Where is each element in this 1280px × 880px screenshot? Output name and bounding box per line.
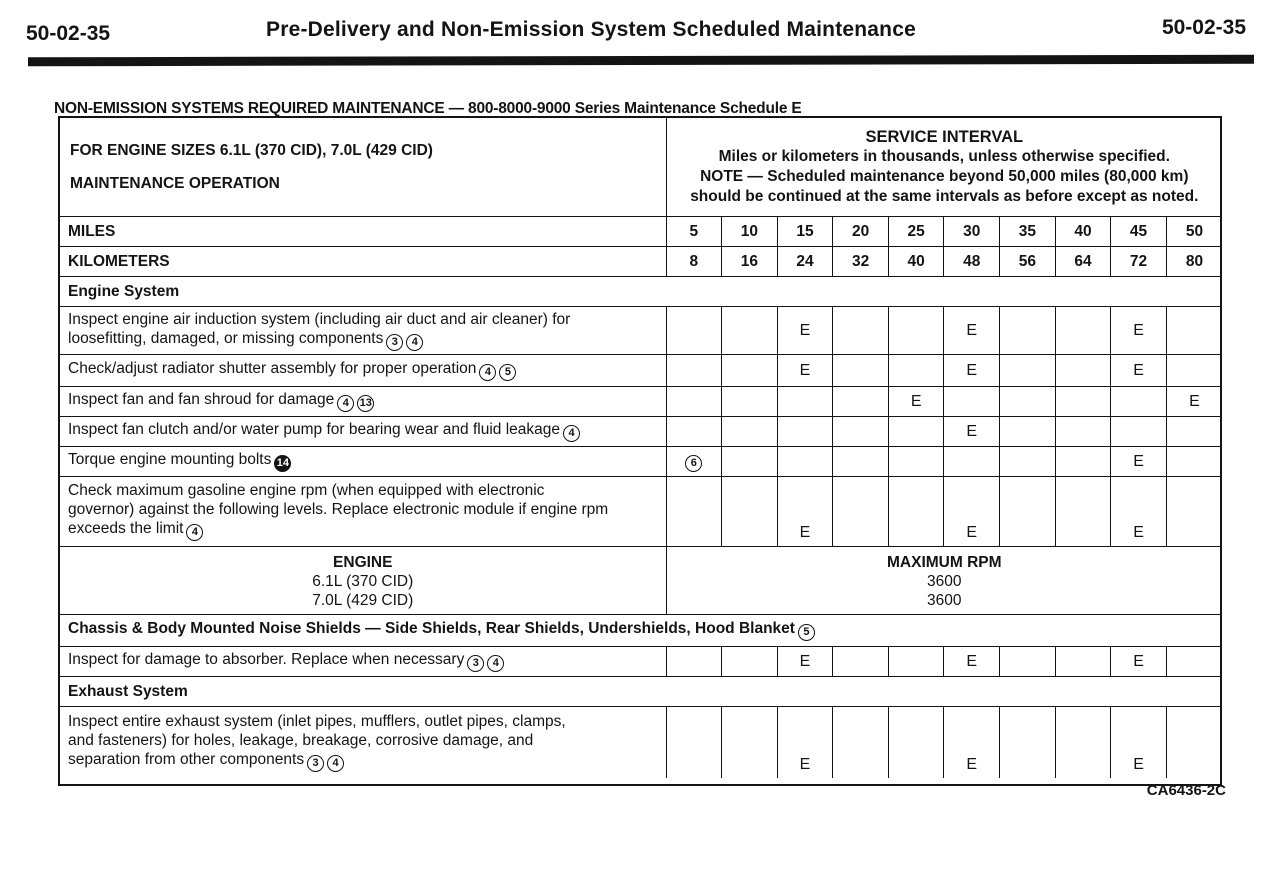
note-ref-icon: 14 bbox=[274, 455, 291, 472]
operation-cell bbox=[60, 306, 666, 354]
note-ref-icon: 3 bbox=[467, 655, 484, 672]
page-number-left: 50-02-35 bbox=[26, 22, 111, 45]
interval-mark: E bbox=[944, 354, 1000, 386]
interval-cell bbox=[944, 446, 1000, 476]
section-engine-system: Engine System bbox=[60, 276, 1222, 306]
interval-mark: E bbox=[1111, 706, 1167, 778]
max-rpm-column bbox=[666, 546, 1222, 614]
interval-mark: E bbox=[1111, 446, 1167, 476]
interval-cell bbox=[1000, 306, 1056, 354]
interval-cell bbox=[888, 306, 944, 354]
table-row bbox=[60, 646, 1222, 676]
operation-text: Torque engine mounting bolts bbox=[68, 451, 272, 468]
note-ref-icon: 4 bbox=[327, 755, 344, 772]
km-value: 64 bbox=[1055, 246, 1111, 276]
miles-value: 5 bbox=[666, 216, 722, 246]
interval-cell bbox=[1166, 706, 1222, 778]
interval-cell bbox=[1055, 416, 1111, 446]
interval-cell bbox=[1000, 386, 1056, 416]
operation-header bbox=[60, 118, 666, 216]
maintenance-table bbox=[58, 116, 1222, 786]
miles-value: 30 bbox=[944, 216, 1000, 246]
interval-cell bbox=[944, 386, 1000, 416]
table-caption: NON-EMISSION SYSTEMS REQUIRED MAINTENANCE — 800-8000-9000 Series Maintenance Schedule E bbox=[54, 100, 802, 117]
table-row bbox=[60, 446, 1222, 476]
km-value: 56 bbox=[1000, 246, 1056, 276]
interval-mark: E bbox=[777, 476, 833, 546]
miles-row bbox=[60, 216, 1222, 246]
interval-cell bbox=[1000, 706, 1056, 778]
interval-mark: E bbox=[777, 306, 833, 354]
interval-cell bbox=[666, 416, 722, 446]
operation-cell bbox=[60, 386, 666, 416]
interval-mark: E bbox=[1166, 386, 1222, 416]
operation-cell bbox=[60, 476, 666, 546]
interval-cell bbox=[1111, 386, 1167, 416]
table-row bbox=[60, 354, 1222, 386]
interval-cell bbox=[777, 446, 833, 476]
kilometers-label: KILOMETERS bbox=[60, 246, 666, 276]
interval-cell bbox=[888, 416, 944, 446]
service-interval-header bbox=[666, 118, 1222, 216]
kilometers-row bbox=[60, 246, 1222, 276]
interval-note-line: Miles or kilometers in thousands, unless otherwise specified. bbox=[718, 147, 1170, 165]
interval-cell bbox=[1166, 416, 1222, 446]
operation-text: governor) against the following levels. Replace electronic module if engine rpm bbox=[68, 501, 609, 518]
interval-cell bbox=[833, 354, 889, 386]
interval-cell bbox=[1000, 646, 1056, 676]
km-value: 40 bbox=[888, 246, 944, 276]
interval-cell bbox=[833, 386, 889, 416]
interval-mark: E bbox=[777, 354, 833, 386]
interval-cell bbox=[1111, 416, 1167, 446]
rpm-value: 3600 bbox=[927, 572, 962, 590]
miles-label: MILES bbox=[60, 216, 666, 246]
engine-sizes-label: FOR ENGINE SIZES 6.1L (370 CID), 7.0L (429 CID) bbox=[70, 141, 433, 159]
operation-cell bbox=[60, 416, 666, 446]
table-row bbox=[60, 476, 1222, 546]
interval-cell bbox=[1055, 306, 1111, 354]
interval-cell bbox=[722, 354, 778, 386]
note-ref-icon: 6 bbox=[685, 455, 702, 472]
page-number-right: 50-02-35 bbox=[1161, 16, 1246, 39]
interval-cell bbox=[1000, 354, 1056, 386]
interval-cell bbox=[666, 646, 722, 676]
section-row bbox=[60, 614, 1222, 646]
interval-mark: E bbox=[944, 646, 1000, 676]
interval-cell bbox=[833, 416, 889, 446]
note-ref-icon: 5 bbox=[499, 364, 516, 381]
interval-mark: E bbox=[777, 646, 833, 676]
engine-size: 6.1L (370 CID) bbox=[312, 572, 414, 590]
km-value: 8 bbox=[666, 246, 722, 276]
section-exhaust-system: Exhaust System bbox=[60, 676, 1222, 706]
service-interval-title: SERVICE INTERVAL bbox=[865, 127, 1024, 146]
interval-cell bbox=[722, 476, 778, 546]
interval-cell bbox=[888, 354, 944, 386]
section-row bbox=[60, 676, 1222, 706]
operation-text: Inspect engine air induction system (including air duct and air cleaner) for bbox=[68, 310, 571, 328]
figure-id: CA6436-2C bbox=[1146, 782, 1226, 799]
operation-text: Inspect fan clutch and/or water pump for bearing wear and fluid leakage bbox=[68, 421, 560, 438]
interval-cell bbox=[833, 646, 889, 676]
interval-cell bbox=[1000, 476, 1056, 546]
operation-cell bbox=[60, 646, 666, 676]
interval-note-line: should be continued at the same intervals as before except as noted. bbox=[690, 187, 1199, 205]
interval-cell bbox=[666, 706, 722, 778]
interval-cell bbox=[722, 416, 778, 446]
km-value: 16 bbox=[722, 246, 778, 276]
miles-value: 45 bbox=[1111, 216, 1167, 246]
interval-cell bbox=[833, 306, 889, 354]
note-ref-icon: 5 bbox=[798, 624, 815, 641]
interval-cell bbox=[666, 476, 722, 546]
operation-cell bbox=[60, 446, 666, 476]
interval-cell bbox=[888, 476, 944, 546]
interval-mark: E bbox=[1111, 646, 1167, 676]
operation-text: and fasteners) for holes, leakage, breakage, corrosive damage, and bbox=[68, 732, 534, 750]
interval-cell bbox=[666, 446, 722, 476]
operation-text: Check/adjust radiator shutter assembly for proper operation bbox=[68, 360, 477, 377]
interval-cell bbox=[777, 416, 833, 446]
interval-cell bbox=[888, 646, 944, 676]
interval-cell bbox=[722, 386, 778, 416]
miles-value: 50 bbox=[1166, 216, 1222, 246]
interval-cell bbox=[666, 354, 722, 386]
km-value: 80 bbox=[1166, 246, 1222, 276]
miles-value: 10 bbox=[722, 216, 778, 246]
table-row bbox=[60, 416, 1222, 446]
operation-text: Inspect entire exhaust system (inlet pipes, mufflers, outlet pipes, clamps, bbox=[68, 713, 566, 731]
note-ref-icon: 4 bbox=[487, 655, 504, 672]
interval-cell bbox=[833, 476, 889, 546]
km-value: 48 bbox=[944, 246, 1000, 276]
page-title: Pre-Delivery and Non-Emission System Scheduled Maintenance bbox=[266, 18, 916, 41]
interval-mark: E bbox=[1111, 476, 1167, 546]
interval-cell bbox=[722, 706, 778, 778]
header-rule bbox=[28, 55, 1254, 67]
interval-cell bbox=[1055, 476, 1111, 546]
table-row bbox=[60, 306, 1222, 354]
interval-cell bbox=[1166, 306, 1222, 354]
interval-cell bbox=[888, 446, 944, 476]
note-ref-icon: 4 bbox=[337, 395, 354, 412]
operation-text: exceeds the limit bbox=[68, 520, 184, 537]
miles-value: 40 bbox=[1055, 216, 1111, 246]
table-row bbox=[60, 386, 1222, 416]
miles-value: 35 bbox=[1000, 216, 1056, 246]
interval-mark: E bbox=[944, 306, 1000, 354]
operation-text: loosefitting, damaged, or missing components bbox=[68, 329, 384, 347]
interval-cell bbox=[833, 706, 889, 778]
note-ref-icon: 3 bbox=[386, 334, 403, 351]
engine-header: ENGINE bbox=[333, 553, 393, 571]
note-ref-icon: 3 bbox=[307, 755, 324, 772]
interval-cell bbox=[1166, 354, 1222, 386]
note-ref-icon: 4 bbox=[479, 364, 496, 381]
km-value: 32 bbox=[833, 246, 889, 276]
operation-cell bbox=[60, 706, 666, 778]
miles-value: 15 bbox=[777, 216, 833, 246]
interval-cell bbox=[722, 646, 778, 676]
interval-cell bbox=[1000, 446, 1056, 476]
interval-cell bbox=[722, 306, 778, 354]
km-value: 24 bbox=[777, 246, 833, 276]
interval-mark: E bbox=[888, 386, 944, 416]
maintenance-operation-label: MAINTENANCE OPERATION bbox=[70, 174, 280, 192]
interval-cell bbox=[666, 306, 722, 354]
interval-cell bbox=[1055, 706, 1111, 778]
interval-cell bbox=[777, 386, 833, 416]
operation-text: separation from other components bbox=[68, 751, 305, 769]
section-noise-shields bbox=[60, 614, 1222, 646]
table-row bbox=[60, 706, 1222, 778]
operation-text: Inspect fan and fan shroud for damage bbox=[68, 391, 335, 408]
engine-column bbox=[60, 546, 666, 614]
operation-cell bbox=[60, 354, 666, 386]
interval-cell bbox=[1055, 446, 1111, 476]
interval-cell bbox=[833, 446, 889, 476]
operation-text: Inspect for damage to absorber. Replace when necessary bbox=[68, 651, 465, 668]
engine-size: 7.0L (429 CID) bbox=[312, 591, 414, 609]
interval-cell bbox=[1166, 646, 1222, 676]
rpm-value: 3600 bbox=[927, 591, 962, 609]
miles-value: 20 bbox=[833, 216, 889, 246]
interval-mark: E bbox=[944, 706, 1000, 778]
header-row bbox=[60, 118, 1222, 216]
interval-cell bbox=[1000, 416, 1056, 446]
interval-note-line: NOTE — Scheduled maintenance beyond 50,000 miles (80,000 km) bbox=[700, 167, 1189, 185]
miles-value: 25 bbox=[888, 216, 944, 246]
interval-mark: E bbox=[944, 416, 1000, 446]
interval-cell bbox=[888, 706, 944, 778]
max-rpm-header: MAXIMUM RPM bbox=[887, 553, 1002, 571]
interval-mark: E bbox=[1111, 306, 1167, 354]
note-ref-icon: 4 bbox=[563, 425, 580, 442]
note-ref-icon: 13 bbox=[357, 395, 374, 412]
interval-mark: E bbox=[944, 476, 1000, 546]
km-value: 72 bbox=[1111, 246, 1167, 276]
note-ref-icon: 4 bbox=[186, 524, 203, 541]
interval-mark: E bbox=[777, 706, 833, 778]
interval-cell bbox=[666, 386, 722, 416]
operation-text: Check maximum gasoline engine rpm (when equipped with electronic bbox=[68, 482, 545, 499]
interval-mark: E bbox=[1111, 354, 1167, 386]
section-row bbox=[60, 276, 1222, 306]
interval-cell bbox=[1166, 446, 1222, 476]
section-title: Chassis & Body Mounted Noise Shields — Side Shields, Rear Shields, Undershields, Hood Blanket bbox=[68, 620, 795, 637]
interval-cell bbox=[1055, 386, 1111, 416]
rpm-row bbox=[60, 546, 1222, 614]
interval-cell bbox=[1055, 646, 1111, 676]
note-ref-icon: 4 bbox=[406, 334, 423, 351]
interval-cell bbox=[722, 446, 778, 476]
interval-cell bbox=[1166, 476, 1222, 546]
interval-cell bbox=[1055, 354, 1111, 386]
